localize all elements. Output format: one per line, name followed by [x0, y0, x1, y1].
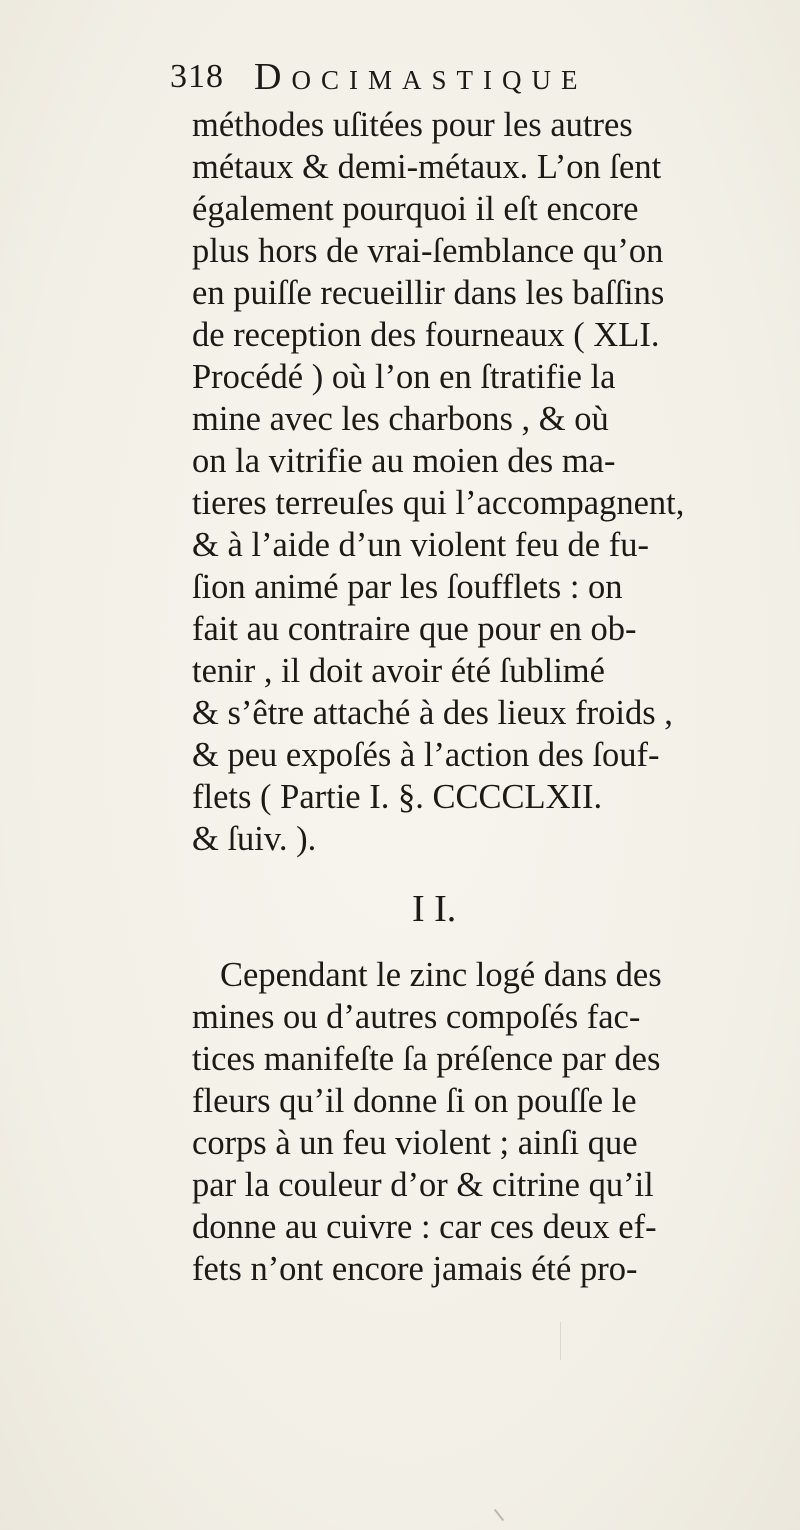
text-line: Procédé ) où l’on en ſtratifie la [192, 358, 616, 396]
text-line: tieres terreuſes qui l’accompagnent, [192, 484, 685, 522]
text-line: & peu expoſés à l’action des ſouf- [192, 736, 660, 774]
text-line: fait au contraire que pour en ob- [192, 610, 637, 648]
running-title: Docimastique [254, 56, 588, 98]
text-line: flets ( Partie I. §. CCCCLXII. [192, 778, 603, 816]
text-line: par la couleur d’or & citrine qu’il [192, 1166, 654, 1204]
text-line: & à l’aide d’un violent feu de fu- [192, 526, 649, 564]
text-line: fleurs qu’il donne ſi on pouſſe le [192, 1082, 637, 1120]
text-line: on la vitrifie au moien des ma- [192, 442, 616, 480]
text-line: corps à un feu violent ; ainſi que [192, 1124, 638, 1162]
text-line: également pourquoi il eſt encore [192, 190, 639, 228]
text-line: métaux & demi-métaux. L’on ſent [192, 148, 662, 186]
text-line: Cependant le zinc logé dans des [220, 956, 662, 994]
text-line: donne au cuivre : car ces deux ef- [192, 1208, 657, 1246]
text-line: fets n’ont encore jamais été pro- [192, 1250, 638, 1288]
section-heading: I I. [412, 888, 457, 930]
text-line: & s’être attaché à des lieux froids , [192, 694, 673, 732]
text-line: ſion animé par les ſoufflets : on [192, 568, 623, 606]
text-line: de reception des fourneaux ( XLI. [192, 316, 660, 354]
ink-mark [560, 1322, 561, 1360]
text-line: mine avec les charbons , & où [192, 400, 609, 438]
text-line: en puiſſe recueillir dans les baſſins [192, 274, 665, 312]
text-line: tices manifeſte ſa préſence par des [192, 1040, 661, 1078]
text-line: mines ou d’autres compoſés fac- [192, 998, 641, 1036]
text-line: méthodes uſitées pour les autres [192, 106, 633, 144]
text-line: & ſuiv. ). [192, 820, 317, 858]
page-number: 318 [170, 58, 224, 95]
text-line: plus hors de vrai-ſemblance qu’on [192, 232, 664, 270]
text-line: tenir , il doit avoir été ſublimé [192, 652, 605, 690]
